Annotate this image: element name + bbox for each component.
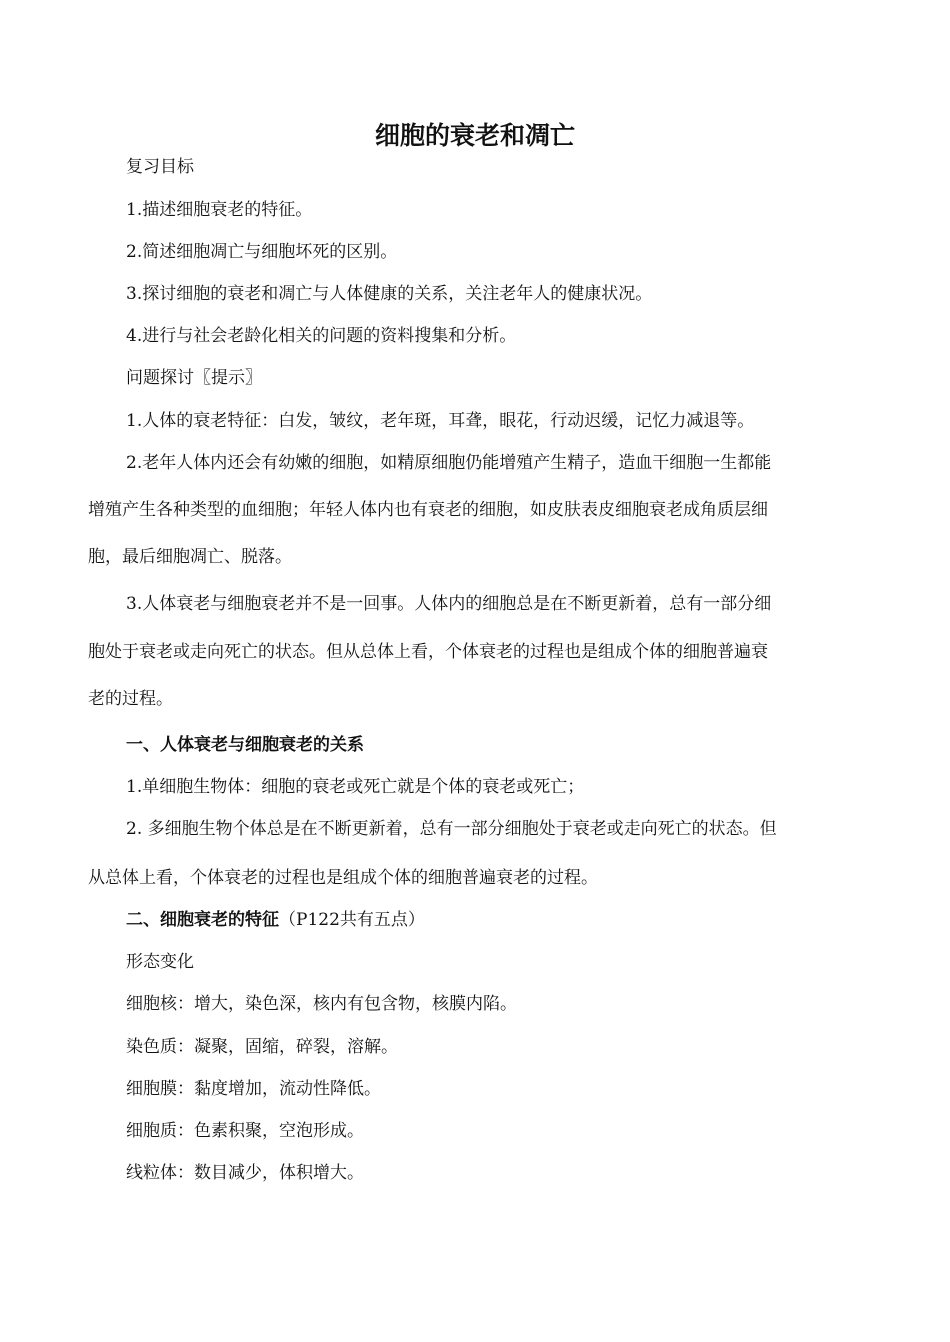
discussion-paragraph-line: 增殖产生各种类型的血细胞；年轻人体内也有衰老的细胞，如皮肤表皮细胞衰老成角质层细 <box>88 500 768 520</box>
section1-paragraph-line: 从总体上看，个体衰老的过程也是组成个体的细胞普遍衰老的过程。 <box>88 868 598 888</box>
review-goal-item: 2.简述细胞凋亡与细胞坏死的区别。 <box>126 242 398 262</box>
section1-paragraph-line: 2. 多细胞生物个体总是在不断更新着，总有一部分细胞处于衰老或走向死亡的状态。但 <box>126 819 777 839</box>
discussion-paragraph-line: 2.老年人体内还会有幼嫩的细胞，如精原细胞仍能增殖产生精子，造血干细胞一生都能 <box>126 453 772 473</box>
section2-heading-text: 二、细胞衰老的特征 <box>126 910 279 930</box>
review-goal-item: 1.描述细胞衰老的特征。 <box>126 200 313 220</box>
feature-item: 细胞质：色素积聚，空泡形成。 <box>126 1121 364 1141</box>
feature-item: 线粒体：数目减少，体积增大。 <box>126 1163 364 1183</box>
review-goals-heading: 复习目标 <box>126 157 194 177</box>
discussion-paragraph-line: 老的过程。 <box>88 689 173 709</box>
feature-item: 染色质：凝聚，固缩，碎裂，溶解。 <box>126 1037 398 1057</box>
discussion-heading: 问题探讨〖提示〗 <box>126 368 262 388</box>
discussion-paragraph: 1.人体的衰老特征：白发，皱纹，老年斑，耳聋，眼花，行动迟缓，记忆力减退等。 <box>126 411 755 431</box>
discussion-paragraph-line: 3.人体衰老与细胞衰老并不是一回事。人体内的细胞总是在不断更新着，总有一部分细 <box>126 594 772 614</box>
section1-paragraph: 1.单细胞生物体：细胞的衰老或死亡就是个体的衰老或死亡； <box>126 777 585 797</box>
section2-heading <box>126 908 425 932</box>
section2-subheading: 形态变化 <box>126 952 194 972</box>
feature-item: 细胞核：增大，染色深，核内有包含物，核膜内陷。 <box>126 994 517 1014</box>
section1-heading: 一、人体衰老与细胞衰老的关系 <box>126 735 364 755</box>
discussion-paragraph-line: 胞处于衰老或走向死亡的状态。但从总体上看，个体衰老的过程也是组成个体的细胞普遍衰 <box>88 642 768 662</box>
review-goal-item: 4.进行与社会老龄化相关的问题的资料搜集和分析。 <box>126 326 517 346</box>
document-title: 细胞的衰老和凋亡 <box>374 121 575 150</box>
section2-heading-note: （P122共有五点） <box>279 910 425 930</box>
feature-item: 细胞膜：黏度增加，流动性降低。 <box>126 1079 381 1099</box>
discussion-paragraph-line: 胞，最后细胞凋亡、脱落。 <box>88 547 292 567</box>
review-goal-item: 3.探讨细胞的衰老和凋亡与人体健康的关系，关注老年人的健康状况。 <box>126 284 653 304</box>
